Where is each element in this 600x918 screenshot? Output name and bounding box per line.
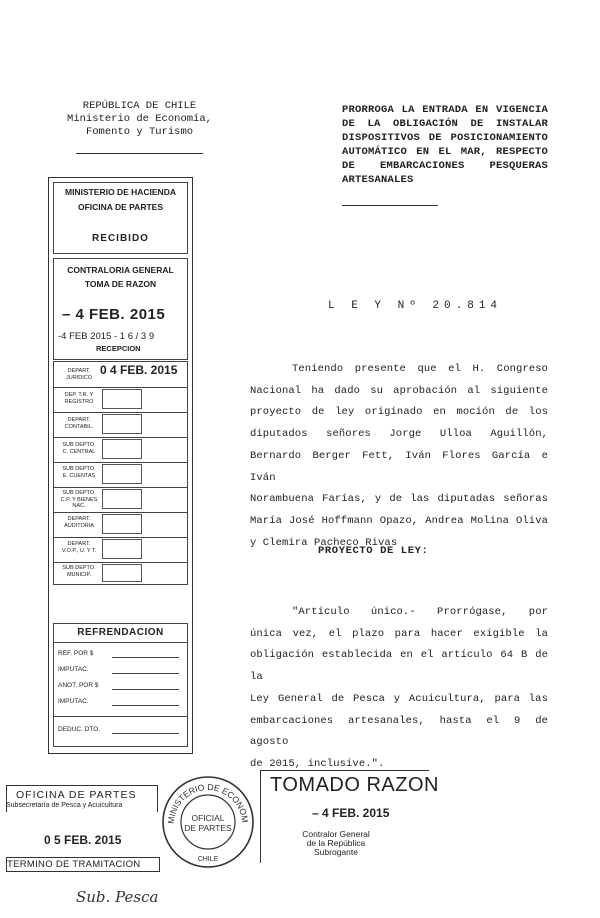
- contraloria-date: – 4 FEB. 2015: [62, 306, 166, 323]
- contraloria-stamp: [53, 258, 188, 360]
- routing-cell: [102, 564, 142, 582]
- ministry-line: Ministerio de Economía,: [67, 113, 212, 125]
- recepcion-label: RECEPCION: [96, 344, 141, 353]
- fill-line: [112, 705, 179, 706]
- fill-line: [112, 689, 179, 690]
- preamble-line: proyecto de ley originado en moción de los: [250, 406, 548, 419]
- republic-line: REPÚBLICA DE CHILE: [82, 100, 197, 112]
- preamble-line: y Clemira Pacheco Rivas: [250, 536, 398, 549]
- contralor-line-1: Contralor General: [302, 829, 370, 839]
- seal-bottom: CHILE: [197, 856, 219, 863]
- routing-cell: [102, 514, 142, 534]
- contralor-line-3: Subrogante: [314, 847, 358, 857]
- fill-line: [112, 733, 179, 734]
- refrendacion-box: [53, 623, 188, 747]
- ministry-seal: [160, 770, 256, 870]
- ref-label: ANOT. POR $: [58, 682, 99, 689]
- row-label: SUB DEPTO. C. CENTRAL: [62, 442, 96, 455]
- row-divider: [54, 437, 187, 438]
- row-label: SUB DEPTO. C.P. Y BIENES NAC.: [60, 490, 98, 509]
- row-divider: [54, 412, 187, 413]
- hacienda-title: MINISTERIO DE HACIENDA: [65, 187, 176, 197]
- seal-center-1: OFICIAL: [191, 813, 225, 823]
- oficina-subtitle: Subsecretaría de Pesca y Acuicultura: [6, 802, 123, 809]
- row-divider: [54, 387, 187, 388]
- row-label: DEPART. JURIDICO: [66, 368, 92, 381]
- routing-cell: [102, 414, 142, 434]
- article: [250, 602, 548, 776]
- refrendacion-title: REFRENDACION: [77, 627, 164, 638]
- toma-razon-title: TOMA DE RAZON: [84, 279, 157, 289]
- article-line: de 2015, inclusive.".: [250, 757, 385, 770]
- routing-cell: [102, 439, 142, 459]
- routing-cell: [102, 539, 142, 559]
- fill-line: [112, 657, 179, 658]
- contralor-line-2: de la República: [306, 838, 366, 848]
- preamble-line: Norambuena Farías, y de las diputadas señoras: [250, 493, 548, 506]
- ref-label: REF. POR $: [58, 650, 94, 657]
- routing-table: [53, 361, 188, 585]
- oficina-partes-stamp: [2, 785, 160, 883]
- article-line: única vez, el plazo para hacer exigible la: [250, 627, 548, 640]
- subject-underline: [342, 205, 438, 206]
- ref-label: IMPUTAC.: [58, 666, 89, 673]
- tomado-razon-stamp: [256, 768, 439, 866]
- seal-center-2: DE PARTES: [184, 823, 232, 833]
- law-subject: PRORROGA LA ENTRADA EN VIGENCIA DE LA OBLIGACIÓN DE INSTALAR DISPOSITIVOS DE POSICIONAMIENTO AUTOMÁTICO EN EL MAR, RESPECTO DE EMBARCACIONES PESQUERAS ARTESANALES: [342, 104, 548, 186]
- reception-stamp-column: [48, 177, 193, 754]
- row-divider: [54, 562, 187, 563]
- preamble-line: Nacional ha dado su aprobación al siguiente: [250, 384, 548, 397]
- preamble-line: María José Hoffmann Opazo, Andrea Molina Oliva: [250, 514, 548, 527]
- ref-label: IMPUTAC.: [58, 698, 89, 705]
- juridico-date: 0 4 FEB. 2015: [100, 363, 178, 377]
- seal-ring-text: MINISTERIO DE ECONOM: [165, 781, 251, 825]
- hacienda-received: RECIBIDO: [92, 233, 149, 244]
- preamble-line: Bernardo Berger Fett, Iván Flores García e Iván: [250, 449, 548, 484]
- row-label: DEPART. V.O.P., U. Y T.: [61, 541, 97, 554]
- header-underline: [76, 153, 203, 154]
- article-line: embarcaciones artesanales, hasta el 9 de agosto: [250, 714, 548, 749]
- row-label: SUB DEPTO. E. CUENTAS: [62, 466, 96, 479]
- hacienda-stamp: [53, 182, 188, 254]
- article-line: obligación establecida en el artículo 64 B de la: [250, 649, 548, 684]
- hacienda-office: OFICINA DE PARTES: [77, 202, 163, 212]
- row-divider: [54, 462, 187, 463]
- ministry-line-2: Fomento y Turismo: [85, 126, 194, 138]
- preamble: [250, 359, 548, 554]
- seal-ring: [160, 770, 256, 870]
- row-divider: [54, 487, 187, 488]
- row-label: DEPART. CONTABIL.: [64, 417, 94, 430]
- oficina-title: OFICINA DE PARTES: [16, 789, 137, 801]
- tomado-title: TOMADO RAZON: [270, 774, 439, 796]
- article-line: "Artículo único.- Prorrógase, por: [292, 606, 548, 618]
- handwritten-note: Sub. Pesca: [76, 888, 159, 906]
- row-divider: [54, 716, 187, 717]
- termino-tramitacion: TERMINO DE TRAMITACION: [6, 857, 160, 872]
- row-label: DEP. T.R. Y REGISTRO: [64, 392, 94, 405]
- row-divider: [54, 537, 187, 538]
- ref-label: DEDUC. DTO.: [58, 726, 101, 733]
- contraloria-title: CONTRALORIA GENERAL: [67, 265, 174, 275]
- tomado-date: – 4 FEB. 2015: [312, 806, 390, 820]
- row-label: SUB DEPTO. MUNICIP.: [62, 565, 96, 578]
- law-number: L E Y Nº 20.814: [328, 300, 503, 312]
- preamble-line: diputados señores Jorge Ulloa Aguillón,: [250, 428, 548, 441]
- routing-cell: [102, 389, 142, 409]
- oficina-date: 0 5 FEB. 2015: [44, 833, 122, 847]
- recepcion-date: -4 FEB 2015 - 1 6 / 3 9: [58, 331, 155, 342]
- preamble-line: Teniendo presente que el H. Congreso: [292, 363, 548, 375]
- article-line: Ley General de Pesca y Acuicultura, para las: [250, 692, 548, 705]
- row-divider: [54, 642, 187, 643]
- routing-cell: [102, 464, 142, 484]
- row-divider: [54, 512, 187, 513]
- project-title: PROYECTO DE LEY:: [318, 545, 429, 557]
- ministry-header: [52, 100, 227, 154]
- fill-line: [112, 673, 179, 674]
- routing-cell: [102, 489, 142, 509]
- row-label: DEPART. AUDITORIA: [64, 516, 94, 529]
- contralor-signature: [286, 830, 386, 857]
